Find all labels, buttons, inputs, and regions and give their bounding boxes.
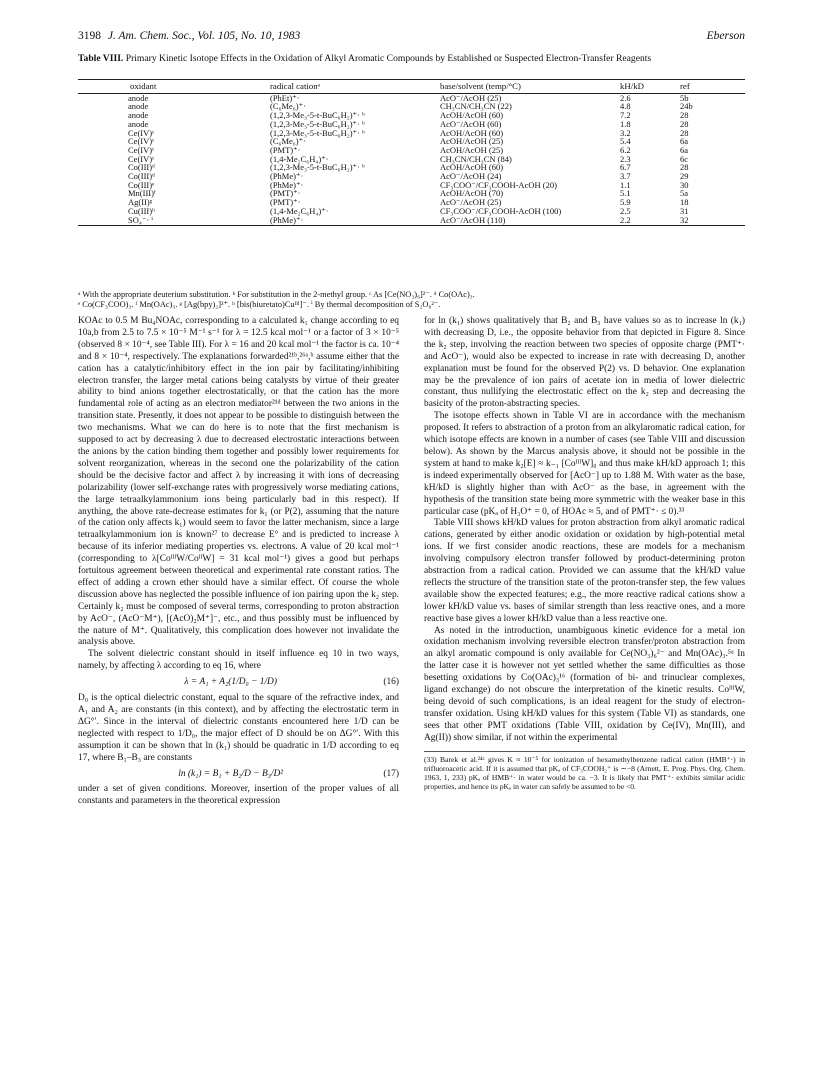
table-cell: 7.2 <box>620 110 631 121</box>
table-cell: 5.1 <box>620 188 631 199</box>
table-cell: 3.7 <box>620 171 631 182</box>
table-row <box>78 93 745 102</box>
table-cell: 2.6 <box>620 92 631 103</box>
column-header: oxidant <box>78 80 270 94</box>
table-row <box>78 216 745 226</box>
table-cell: anode <box>128 118 149 129</box>
table-cell: 5.4 <box>620 136 631 147</box>
table-cell: CH₃CN/CH₃CN (22) <box>440 101 512 112</box>
table-row <box>78 163 745 172</box>
paragraph: D₀ is the optical dielectric constant, equal to the square of the refractive index, and A₁ and A₂ are constants (in this context), and by affecting the electrostatic term in ΔG°′. Since in the interval of dielectric constants encountered here 1/D can be neglected with respect to 1/D₀, the major effect of D should be on ΔG°′. With this assumption it can be shown that ln (k₁) should be quadratic in 1/D according to eq 17, where B₁–B₃ are constants <box>78 693 399 763</box>
table-cell: AcOH/AcOH (25) <box>440 144 504 155</box>
column-header: ref <box>680 80 745 94</box>
table-cell: 31 <box>680 205 689 216</box>
isotope-effects-table <box>78 79 745 226</box>
paragraph: for ln (k₁) shows qualitatively that B₂ and B₃ have values so as to increase ln (k₁) with decreasing D, i.e., the opposite behavior from that depicted in Figure 8. Since the k₂ step, involving the reaction between two species of opposite charge (PMT⁺· and AcO⁻), would also be expected to increase in rate with decreasing D, another explanation must be found for the observed P(2) vs. D behavior. One explanation may be the prevalence of ion pairs of acetate ion in media of lower dielectric constant, thus nullifying the electrostatic effect on the k₂ step and decreasing the basicity of the proton-abstracting species. <box>424 316 745 410</box>
table-row <box>78 120 745 129</box>
table-cell: (PhMe)⁺· <box>270 171 304 182</box>
table-cell: AcOH/AcOH (60) <box>440 162 504 173</box>
table-cell: AcO⁻/AcOH (25) <box>440 197 502 208</box>
table-cell: Co(III)ᵈ <box>128 162 155 173</box>
table-footnote: ᵉ Co(CF₃COO)₃. ᶠ Mn(OAc)₃. ᵍ [Ag(bpy)₂]²⁺. ʰ [bis(biuretato)Cuᴵᴵᴵ]⁻. ⁱ By thermal decomposition of S₂O₈²⁻. <box>78 300 441 309</box>
table-header-row <box>78 80 745 94</box>
table-row <box>78 198 745 207</box>
paragraph: KOAc to 0.5 M Bu₄NOAc, corresponding to a calculated k₁ change according to eq 10a,b from 2.5 to 7.5 × 10⁻⁵ M⁻¹ s⁻¹ for λ = 12.5 kcal mol⁻¹ or a factor of 3 × 10⁻⁵ (observed 8 × 10⁻⁴, see Table III). For λ = 16 and 20 kcal mol⁻¹ the factor is ca. 10⁻⁴ and 8 × 10⁻⁴, respectively. The explanations forwarded²¹ᵇ,²⁶ᵃ,ᵇ assume either that the cation has a catalytic/inhibitory effect in the ion pair by facilitating/inhibiting electron transfer, the larger metal cations being catalysts by virtue of their greater ability to bind anions together electrostatically, or that the cation has the more fundamental role of acting as an electron mediator²¹ᵈ between the two anions in the transition state. Presently, it does not appear to be possible to distinguish between the two mechanisms. What we can do here is to note that the first mechanism is supposed to act by decreasing λ due to decreased electrostatic interactions between the anions by the cation binding them together and possibly lower requirements for solvent reorganization, whereas in the second one the polarizability of the cation should be the decisive factor and affect λ by increasing it with ions of decreasing polarizability (lower self-exchange rates with progressively worse mediating cations, the large tetraalkylammonium ions being particularly bad in this respect). If anything, the above rate-decrease estimates for k₁ (or P(2), assuming that the nature of the cation only affects k₁) would seem to favor the latter mechanism, since a large tetraalkylammonium ion is known²⁷ to decrease E° and is predicted to increase λ because of its inferior mediating properties vs. electrons. A value of 20 kcal mol⁻¹ (corresponding to λ[CoᴵᴵᴵW/CoᴵᴵW] = 31 kcal mol⁻¹) gives a good but perhaps fortuitous agreement between theoretical and experimental rate constant ratios. The effect of adding a crown ether should have a similar effect. Of course the whole discussion above has neglected the possible influence of ion pairing upon the k₂ step. Certainly k₂ must be composed of several terms, corresponding to proton abstraction by AcO⁻, (AcO⁻M⁺), [(AcO)₂M⁺]⁻, etc., and thus possibly must be influenced by the nature of M⁺. Qualitatively, this complication does however not invalidate the analysis above. <box>78 316 399 648</box>
table-cell: Co(III)ᵈ <box>128 171 155 182</box>
table-label: Table VIII. <box>78 53 124 64</box>
table-cell: 29 <box>680 171 689 182</box>
table-cell: (C₆Me₆)⁺· <box>270 136 306 147</box>
table-cell: CH₃CN/CH₃CN (84) <box>440 153 512 164</box>
table-cell: (1,2,3-Me₃-5-t-BuC₆H₂)⁺· ᵇ <box>270 118 365 129</box>
table-cell: Mn(III)ᶠ <box>128 188 156 199</box>
table-cell: AcO⁻/AcOH (60) <box>440 118 502 129</box>
column-header: radical cationᵃ <box>270 80 440 94</box>
table-footnote: ᵃ With the appropriate deuterium substitution. ᵇ For substitution in the 2-methyl group. ᶜ As [Ce(NO₃)₆]²⁻. ᵈ Co(OAc)₃. <box>78 290 475 299</box>
table-cell: anode <box>128 110 149 121</box>
paragraph: The solvent dielectric constant should in itself influence eq 10 in two ways, namely, by affecting λ according to eq 16, where <box>78 649 399 672</box>
table-cell: 30 <box>680 179 689 190</box>
table-cell: 6.7 <box>620 162 631 173</box>
author-name: Eberson <box>706 30 745 42</box>
table-cell: 28 <box>680 110 689 121</box>
table-cell: CF₃COO⁻/CF₃COOH-AcOH (100) <box>440 205 562 216</box>
paragraph: As noted in the introduction, unambiguous kinetic evidence for a metal ion oxidation mechanism involving reversible electron transfer/proton abstraction from an alkyl aromatic compound is only available for Ce(NO₃)₆²⁻ and Mn(OAc)₃.⁵ᵃ In the latter case it is however not yet settled whether the same difficulties as those besetting oxidations by Co(OAc)₃¹⁶ (formation of bi- and trinuclear complexes, ligand exchange) do not obscure the interpretation of the kinetic results. CoᴵᴵᴵW, being devoid of such complications, is an ideal reagent for the study of electron-transfer oxidation. Using kH/kD values for this system (Table VI) as standards, one sees that other PMT oxidations (Table VIII, oxidation by Ce(IV), Mn(III), and Ag(II)) show similar, if not within the experimental <box>424 625 745 743</box>
table-cell: Cu(III)ʰ <box>128 205 155 216</box>
table-cell: 2.3 <box>620 153 631 164</box>
table-cell: 3.2 <box>620 127 631 138</box>
table-row <box>78 146 745 155</box>
equation-number: (17) <box>383 768 399 779</box>
table-cell: 24b <box>680 101 693 112</box>
table-cell: (PMT)⁺· <box>270 144 301 155</box>
table-cell: (1,2,3-Me₃-5-t-BuC₆H₂)⁺· ᵇ <box>270 162 365 173</box>
table-cell: 2.5 <box>620 205 631 216</box>
table-cell: (1,2,3-Me₃-5-t-BuC₆H₂)⁺· ᵇ <box>270 110 365 121</box>
left-column <box>78 316 399 808</box>
running-header <box>78 30 745 42</box>
column-header: kH/kD <box>620 80 680 94</box>
table-cell: Ce(IV)ᶜ <box>128 136 155 147</box>
table-cell: Ce(IV)ᶜ <box>128 127 155 138</box>
table-cell: (PMT)⁺· <box>270 188 301 199</box>
table-cell: 2.2 <box>620 216 680 226</box>
table-row <box>78 129 745 138</box>
table-cell: 6a <box>680 144 689 155</box>
table-cell: anode <box>128 92 149 103</box>
equation-17 <box>78 769 399 781</box>
right-column <box>424 316 745 791</box>
table-cell: AcO⁻/AcOH (110) <box>440 216 620 226</box>
table-cell: AcOH/AcOH (60) <box>440 127 504 138</box>
table-cell: (PhMe)⁺· <box>270 179 304 190</box>
table-cell: 6c <box>680 153 689 164</box>
table-cell: (PMT)⁺· <box>270 197 301 208</box>
table-cell: (1,4-Me₂C₆H₄)⁺· <box>270 205 329 216</box>
table-row <box>78 207 745 216</box>
table-cell: AcO⁻/AcOH (24) <box>440 171 502 182</box>
table-cell: 18 <box>680 197 689 208</box>
page-number: 3198 <box>78 30 101 42</box>
journal-citation: J. Am. Chem. Soc., Vol. 105, No. 10, 1983 <box>107 30 301 42</box>
table-cell: 28 <box>680 118 689 129</box>
table-cell: Ag(II)ᵍ <box>128 197 153 208</box>
table-body <box>78 93 745 226</box>
table-cell: AcOH/AcOH (25) <box>440 136 504 147</box>
table-cell: 4.8 <box>620 101 631 112</box>
table-cell: 1.1 <box>620 179 631 190</box>
table-cell: (PhEt)⁺· <box>270 92 300 103</box>
table-cell: Co(III)ᵉ <box>128 179 155 190</box>
table-caption <box>78 53 745 64</box>
table-cell: SO₄⁻· ⁱ <box>78 216 270 226</box>
equation-body: ln (k₁) = B₁ + B₂/D − B₃/D² <box>178 768 284 779</box>
table-cell: 5a <box>680 188 689 199</box>
table-cell: 1.8 <box>620 118 631 129</box>
table-row <box>78 102 745 111</box>
table-cell: 28 <box>680 127 689 138</box>
table-cell: 28 <box>680 162 689 173</box>
table-cell: 5b <box>680 92 689 103</box>
table-cell: AcOH/AcOH (60) <box>440 110 504 121</box>
equation-number: (16) <box>383 677 399 688</box>
table-cell: (C₆Me₆)⁺· <box>270 101 306 112</box>
table-title: Primary Kinetic Isotope Effects in the Oxidation of Alkyl Aromatic Compounds by Established or Suspected Electron-Transfer Reagents <box>125 53 652 64</box>
table-row <box>78 155 745 164</box>
table-cell: Ce(IV)ᶜ <box>128 153 155 164</box>
paragraph: The isotope effects shown in Table VI are in accordance with the mechanism proposed. It refers to abstraction of a proton from an alkylaromatic radical cation, for which isotope effects are known in a number of cases (see Table VIII and discussion below). As shown by the Marcus analysis above, it should not be possible in the system at hand to make k₂[E] ≈ k₋₁ [CoᴵᴵᴵW]₀ and thus make kH/kD approach 1; this is indeed experimentally observed for [AcO⁻] up to 1.88 M. With water as the base, kH/kD is slightly higher than with AcO⁻ as the base, in agreement with the hypothesis of the transition state being more symmetric with the weaker base in this particular case (pKₐ of H₃O⁺ = 0, of HOAc ≈ 5, and of PMT⁺· ≤ 0).³³ <box>424 411 745 517</box>
equation-body: λ = A₁ + A₂(1/D₀ − 1/D) <box>184 677 277 688</box>
table-cell: 6.2 <box>620 144 631 155</box>
page-footnote: (33) Barek et al.²⁴ᶜ gives K ≈ 10⁻⁵ for ionization of hexamethylbenzene radical cation (HMB⁺·) in trifluoroacetic acid. If it is assumed that pKₐ of CF₃COOH₂⁺ is ∼−8 (Arnett, E. Prog. Phys. Org. Chem. 1963, 1, 233) pKₐ of HMB⁺· in water would be ca. −3. It is likely that PMT⁺· exhibits similar acidic properties, and hence its pKₐ in water can safely be assumed to be <0. <box>424 751 745 792</box>
table-row <box>78 172 745 181</box>
table-cell: AcO⁻/AcOH (25) <box>440 92 502 103</box>
table-cell: (PhMe)⁺· <box>270 216 440 226</box>
table-cell: 6a <box>680 136 689 147</box>
column-header: base/solvent (temp/°C) <box>440 80 620 94</box>
table-row <box>78 111 745 120</box>
table-cell: CF₃COO⁻/CF₃COOH-AcOH (20) <box>440 179 557 190</box>
table-cell: anode <box>128 101 149 112</box>
table-row <box>78 189 745 198</box>
table-cell: (1,4-Me₂C₆H₄)⁺· <box>270 153 329 164</box>
paragraph: under a set of given conditions. Moreover, insertion of the proper values of all constants and parameters in the theoretical expression <box>78 784 399 807</box>
table-row <box>78 137 745 146</box>
table-cell: Ce(IV)ᶜ <box>128 144 155 155</box>
equation-16 <box>78 677 399 689</box>
paragraph: Table VIII shows kH/kD values for proton abstraction from alkyl aromatic radical cations, generated by either anodic oxidation or oxidation by high-potential metal ions. If we first consider anodic reactions, these are models for a mechanism involving compulsory electron transfer followed by product-determining proton abstraction from a radical cation. Provided we can assume that the kH/kD value reflects the structure of the transition state of the proton-transfer step, the few values available show the expected features; e.g., the more reactive radical cations show a lower kH/kD value vs. bases of similar strength than less reactive ones, and a more reactive base gives a lower kH/kD value than a less reactive one. <box>424 518 745 624</box>
table-cell: 32 <box>680 216 745 226</box>
table-cell: (1,2,3-Me₃-5-t-BuC₆H₂)⁺· ᵇ <box>270 127 365 138</box>
table-row <box>78 181 745 190</box>
table-cell: AcOH/AcOH (70) <box>440 188 504 199</box>
table-cell: 5.9 <box>620 197 631 208</box>
